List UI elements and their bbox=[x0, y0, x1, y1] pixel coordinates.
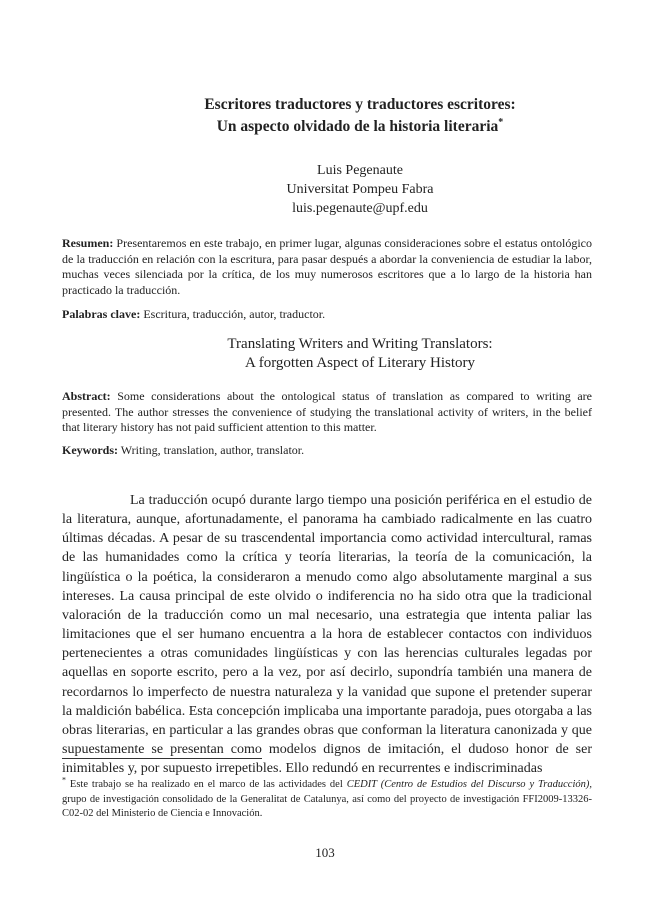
footnote-text-before: Este trabajo se ha realizado en el marco de las actividades del bbox=[69, 779, 347, 790]
footnote-text-after: grupo de investigación consolidado de la Generalitat de Catalunya, así como del proyecto de investigación FFI2009-13326-C02-02 del Ministerio de Ciencia e Innovación. bbox=[62, 793, 592, 819]
paper-title-line-2-text: Un aspecto olvidado de la historia literaria bbox=[216, 118, 499, 135]
footnote-divider bbox=[62, 758, 262, 759]
keywords-text: Writing, translation, author, translator. bbox=[120, 443, 305, 457]
footnote bbox=[62, 775, 592, 822]
palabras-clave-text: Escritura, traducción, autor, traductor. bbox=[143, 307, 326, 321]
paper-title-line-2 bbox=[60, 117, 650, 137]
english-title-line-2: A forgotten Aspect of Literary History bbox=[244, 355, 476, 371]
author-affiliation: Universitat Pompeu Fabra bbox=[286, 182, 434, 197]
palabras-clave-block bbox=[62, 307, 592, 323]
author-name: Luis Pegenaute bbox=[317, 163, 403, 178]
page-number: 103 bbox=[315, 845, 335, 860]
resumen-block bbox=[62, 236, 592, 298]
footnote-italic-text: CEDIT (Centro de Estudios del Discurso y Traducción), bbox=[346, 779, 592, 790]
keywords-block bbox=[62, 443, 592, 459]
english-title-line-1: Translating Writers and Writing Translators: bbox=[227, 336, 493, 352]
title-footnote-marker[interactable]: * bbox=[498, 116, 504, 128]
body-paragraph: La traducción ocupó durante largo tiempo una posición periférica en el estudio de la literatura, aunque, afortunadamente, el panorama ha cambiado radicalmente en las cuatro últimas décadas. A pesar de su trascendental importancia como actividad intercultural, ramas de las humanidades como la crítica y teoría literarias, la teoría de la comunicación, la lingüística o la poética, la consideraron a menudo como algo absolutamente marginal a sus intereses. La causa principal de este olvido o indiferencia no ha sido otra que la tradicional valoración de la traducción como un mal necesario, una estrategia que intenta paliar las limitaciones que el ser humano encuentra a la hora de establecer contactos con individuos pertenecientes a otras comunidades lingüísticas y con las herencias culturales legadas por aquellas en soporte escrito, pero a la vez, por así decirlo, supondría también una manera de recordarnos lo imperfecto de nuestra naturaleza y la vanidad que supone el pretender superar la maldición babélica. Esta concepción implicaba una importante paradoja, pues otorgaba a las obras literarias, en particular a las grandes obras que conforman la literatura canonizada y que supuestamente se presentan como modelos dignos de imitación, el dudoso honor de ser inimitables y, por supuesto irrepetibles. Ello redundó en recurrentes e indiscriminadas bbox=[62, 493, 592, 777]
keywords-label: Keywords: bbox=[62, 443, 118, 457]
resumen-label: Resumen: bbox=[62, 236, 114, 250]
palabras-clave-label: Palabras clave: bbox=[62, 307, 141, 321]
paper-title-line-1: Escritores traductores y traductores escritores: bbox=[204, 96, 516, 113]
abstract-text: Some considerations about the ontological status of translation as compared to writing are presented. The author stresses the convenience of studying the translational activity of writers, in the belief that literary history has not paid sufficient attention to this matter. bbox=[62, 389, 592, 435]
footnote-marker: * bbox=[62, 775, 66, 785]
author-email[interactable]: luis.pegenaute@upf.edu bbox=[292, 201, 428, 216]
abstract-block bbox=[62, 389, 592, 436]
resumen-text: Presentaremos en este trabajo, en primer lugar, algunas consideraciones sobre el estatus ontológico de la traducción en relación con la escritura, para pasar después a abordar la conveniencia de estudiar la labor, muchas veces silenciada por la crítica, de los muy numerosos escritores que a lo largo de la historia han practicado la traducción. bbox=[62, 236, 592, 297]
abstract-label: Abstract: bbox=[62, 389, 111, 403]
